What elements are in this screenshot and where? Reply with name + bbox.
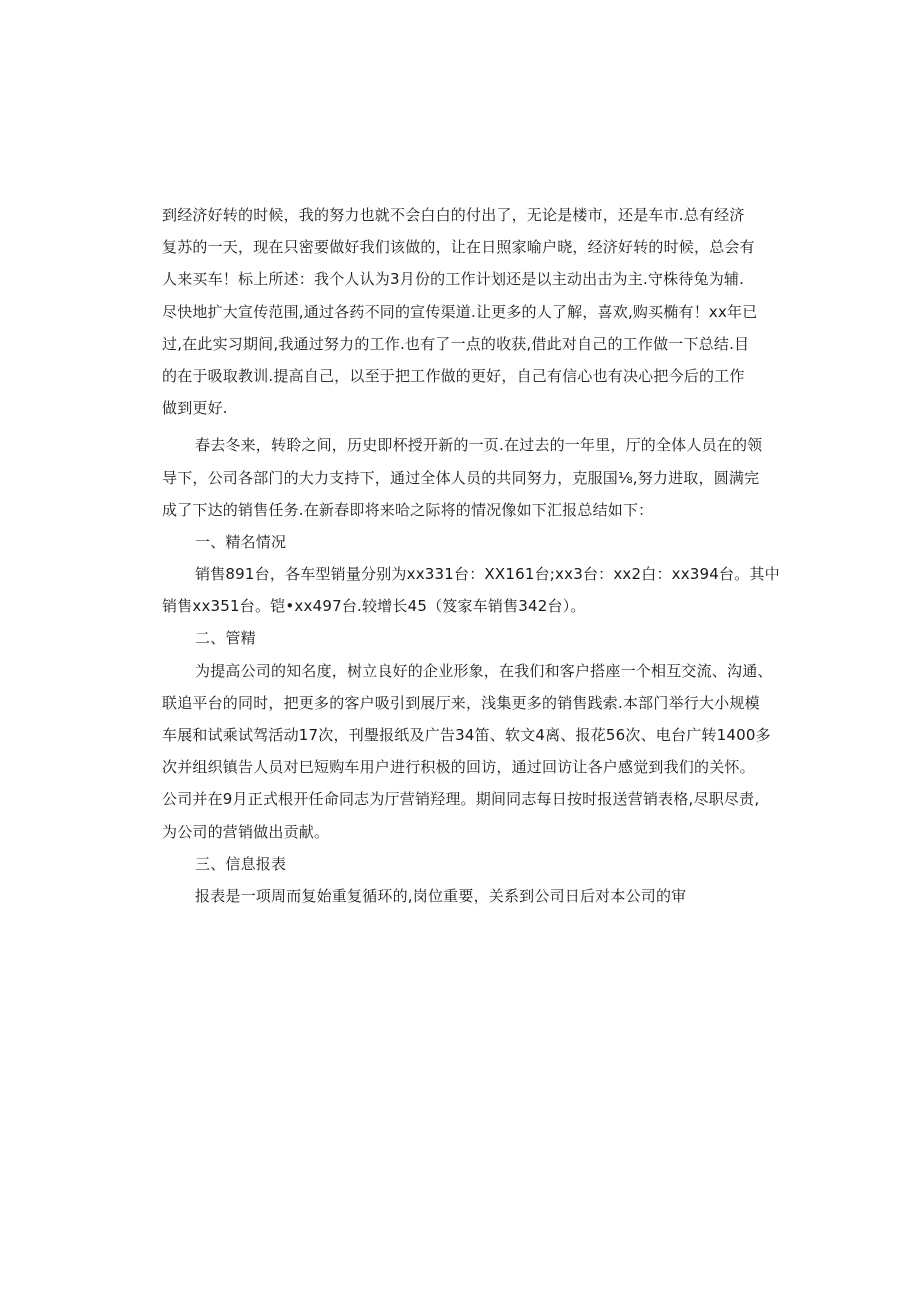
text-line: 人来买车！标上所述：我个人认为3月份的工作计划还是以主动出击为主.守株待兔为辅.: [162, 270, 745, 289]
text-line: 做到更好.: [162, 399, 228, 418]
text-line: 公司并在9月正式根开任命同志为厅营销羟理。期间同志每日按时报送营销表格,尽职尽责,: [162, 790, 760, 809]
text-line: 报表是一项周而复始重复循环的,岗位重要，关系到公司日后对本公司的审: [195, 886, 687, 905]
section-heading-1: 一、精名情况: [195, 532, 287, 551]
section-heading-2: 二、管精: [195, 629, 256, 648]
section-heading-3: 三、信息报表: [195, 854, 287, 873]
text-line: 车展和试乘试驾活动17次，刊璺报纸及广告34笛、软文4离、报花56次、电台广转1400多: [162, 726, 771, 744]
text-line: 次并组织镇告人员对巳短购车用户进行积极的回访，通过回访让各户感觉到我们的关怀。: [162, 758, 755, 777]
text-line: 为提高公司的知名度，树立良好的企业形象，在我们和客户搭座一个相互交流、沟通、: [195, 661, 773, 680]
text-line: 的在于吸取教训.提高自己，以至于把工作做的更好，自己有信心也有决心把今后的工作: [162, 366, 745, 385]
paragraph-reports: [162, 880, 762, 912]
text-line: 导下，公司各部门的大力支持下，通过全体人员的共同努力，克服国⅛,努力进取，圆满完: [162, 468, 760, 487]
paragraph-marketing: [162, 655, 773, 848]
paragraph-sales: [162, 558, 780, 622]
text-line: 销售891台，各车型销量分别为xx331台：XX161台;xx3台：xx2白：xx394台。其中: [195, 565, 780, 584]
text-line: 为公司的营销做出贡献。: [162, 822, 330, 841]
text-line: 联追平台的同时，把更多的客户吸引到展厅来，浅集更多的销售践索.本部门举行大小规模: [162, 693, 760, 712]
text-line: 尽快地扩大宣传范围,通过各药不同的宣传渠道.让更多的人了解，喜欢,购买椭有！xx年已: [162, 302, 758, 321]
paragraph-2: [162, 429, 762, 526]
text-line: 过,在此实习期间,我通过努力的工作.也有了一点的收获,借此对自己的工作做一下总结.目: [162, 334, 750, 353]
text-line: 春去冬来，转聆之间，历史即杯授开新的一页.在过去的一年里，厅的全体人员在的领: [195, 436, 763, 455]
text-line: 成了下达的销售任务.在新春即将来哈之际将的情况像如下汇报总结如下：: [162, 500, 654, 519]
text-line: 销售xx351台。铠•xx497台.较增长45（笈家车销售342台）。: [162, 597, 586, 616]
text-line: 复苏的一天，现在只密要做好我们该做的，让在日照家喻户晓，经济好转的时候，总会有: [162, 238, 755, 257]
document-body: [162, 199, 780, 912]
paragraph-1: [162, 199, 762, 424]
text-line: 到经济好转的时候，我的努力也就不会白白的付出了，无论是楼市，还是车市.总有经济: [162, 206, 745, 224]
